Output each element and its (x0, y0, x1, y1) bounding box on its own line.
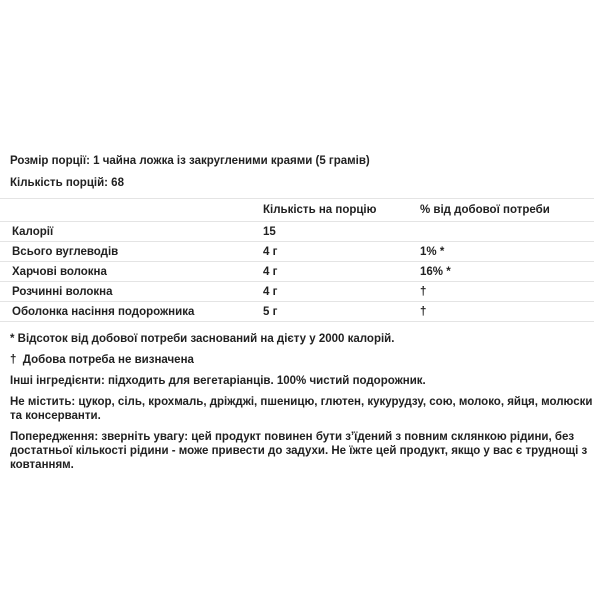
nutrient-amount: 4 г (251, 282, 408, 302)
nutrient-dv: 1% * (408, 242, 594, 262)
table-row (0, 222, 594, 242)
nutrient-amount: 4 г (251, 262, 408, 282)
footnote-dagger: † Добова потреба не визначена (10, 354, 194, 366)
nutrient-label: Розчинні волокна (0, 282, 251, 302)
does-not-contain-text: Не містить: цукор, сіль, крохмаль, дріжджі, пшеницю, глютен, кукурудзу, сою, молоко, яйця, молюски та консерванти. (10, 396, 593, 422)
nutrient-label: Оболонка насіння подорожника (0, 302, 251, 322)
table-row (0, 242, 594, 262)
nutrient-dv: † (408, 302, 594, 322)
nutrient-label: Харчові волокна (0, 262, 251, 282)
table-header-row (0, 199, 594, 222)
column-header-amount-per-serving: Кількість на порцію (251, 199, 408, 222)
servings-per-container-text: Кількість порцій: 68 (10, 177, 124, 189)
nutrient-amount: 15 (251, 222, 408, 242)
nutrient-label: Всього вуглеводів (0, 242, 251, 262)
nutrient-amount: 4 г (251, 242, 408, 262)
nutrient-dv: 16% * (408, 262, 594, 282)
table-row (0, 262, 594, 282)
warning-text: Попередження: зверніть увагу: цей продукт повинен бути з’їдений з повним склянкою рідини, без достатньої кількості рідини - може привести до задухи. Не їжте цей продукт, якщо у вас є труднощі з ковтанням. (10, 431, 588, 471)
footnote-daily-value: * Відсоток від добової потреби заснований на дієту у 2000 калорій. (10, 333, 395, 345)
nutrient-label: Калорії (0, 222, 251, 242)
column-header-nutrient (0, 199, 251, 222)
other-ingredients-text: Інші інгредієнти: підходить для вегетаріанців. 100% чистий подорожник. (10, 375, 426, 387)
nutrient-dv (408, 222, 594, 242)
nutrient-amount: 5 г (251, 302, 408, 322)
table-row (0, 302, 594, 322)
supplement-facts-table (0, 198, 594, 322)
column-header-percent-daily-value: % від добової потреби (408, 199, 594, 222)
nutrient-dv: † (408, 282, 594, 302)
table-row (0, 282, 594, 302)
serving-size-text: Розмір порції: 1 чайна ложка із закругленими краями (5 грамів) (10, 155, 370, 167)
